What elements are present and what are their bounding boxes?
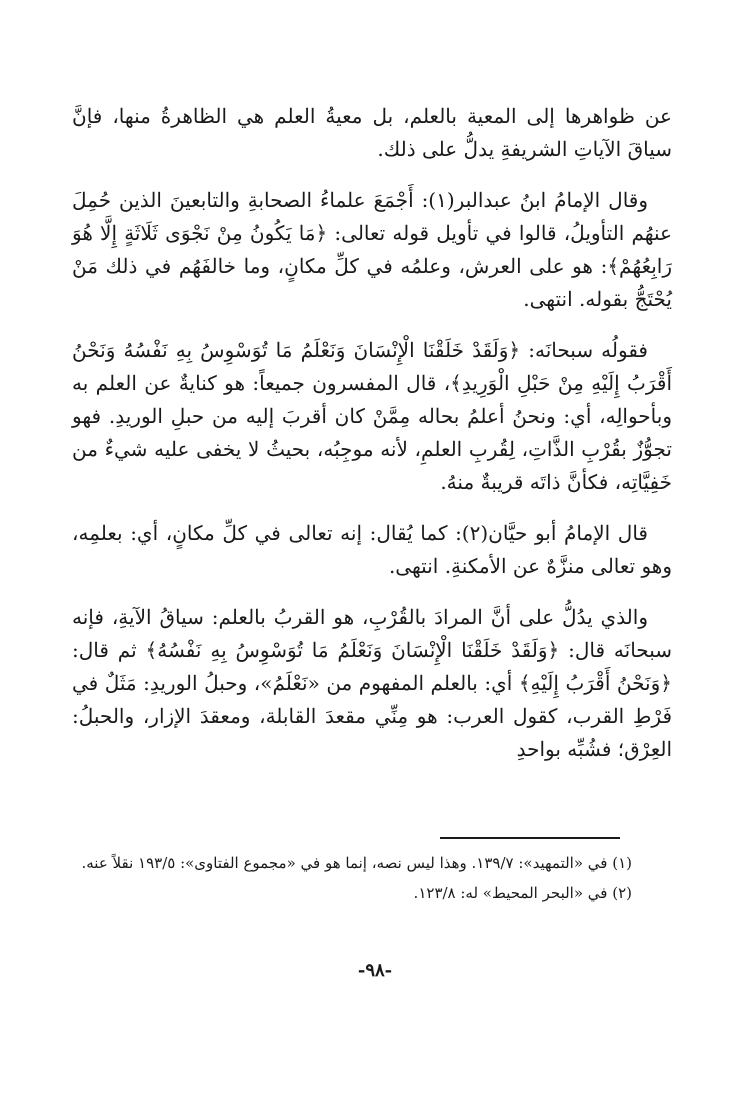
footnote-divider bbox=[440, 837, 620, 839]
paragraph-4: قال الإمامُ أبو حيَّان(٢): كما يُقال: إنه تعالى في كلِّ مكانٍ، أي: بعلمِه، وهو تعالى منزَّهٌ عن الأمكنةِ. انتهى. bbox=[72, 521, 672, 578]
main-text-body bbox=[72, 100, 672, 784]
paragraph-3: فقولُه سبحانَه: ﴿وَلَقَدْ خَلَقْنَا الْإِنْسَانَ وَنَعْلَمُ مَا تُوَسْوِسُ بِهِ نَفْسُهُ وَنَحْنُ أَقْرَبُ إِلَيْهِ مِنْ حَبْلِ الْوَرِيدِ﴾، قال المفسرون جميعاً: هو كنايةٌ عن العلم به وبأحوالِه، أي: ونحنُ أعلمُ بحاله مِمَّنْ كان أقربَ إليه من حبلِ الوريدِ. فهو تجوُّزٌ بقُرْبِ الذَّاتِ، لِقُربِ العلمِ، لأنه موجِبُه، بحيثُ لا يخفى عليه شيءٌ من خَفِيَّاتِه، فكأنَّ ذاتَه قريبةٌ منهُ. bbox=[72, 338, 672, 494]
footnote-2: (٢) في «البحر المحيط» له: ١٢٣/٨. bbox=[413, 884, 632, 902]
paragraph-1: عن ظواهرها إلى المعية بالعلم، بل معيةُ العلم هي الظاهرةُ منها، فإنَّ سياقَ الآياتِ الشريفةِ يدلُّ على ذلك. bbox=[72, 104, 672, 161]
page-number: -٩٨- bbox=[357, 960, 393, 981]
paragraph-2: وقال الإمامُ ابنُ عبدالبر(١): أَجْمَعَ علماءُ الصحابةِ والتابعينَ الذين حُمِلَ عنهُم التأويلُ، قالوا في تأويل قوله تعالى: ﴿مَا يَكُونُ مِنْ نَجْوَى ثَلَاثَةٍ إِلَّا هُوَ رَابِعُهُمْ﴾: هو على العرش، وعلمُه في كلِّ مكانٍ، وما خالفَهُم في ذلك مَنْ يُحْتَجُّ بقوله. انتهى. bbox=[72, 188, 672, 311]
paragraph-5: والذي يدُلُّ على أنَّ المرادَ بالقُرْبِ، هو القربُ بالعلم: سياقُ الآيةِ، فإنه سبحانَه قال: ﴿وَلَقَدْ خَلَقْنَا الْإِنْسَانَ وَنَعْلَمُ مَا تُوَسْوِسُ بِهِ نَفْسُهُ﴾ ثم قال: ﴿وَنَحْنُ أَقْرَبُ إِلَيْهِ﴾ أي: بالعلم المفهوم من «نَعْلَمُ»، وحبلُ الوريدِ: مَثَلٌ في فَرْطِ القرب، كقول العرب: هو مِنِّي مقعدَ القابلة، ومعقدَ الإزار، والحبلُ: العِرْق؛ فشُبِّه بواحدِ bbox=[72, 605, 672, 761]
footnotes bbox=[72, 850, 632, 910]
footnote-1: (١) في «التمهيد»: ١٣٩/٧. وهذا ليس نصه، إنما هو في «مجموع الفتاوى»: ١٩٣/٥ نقلاً عنه. bbox=[81, 854, 632, 872]
